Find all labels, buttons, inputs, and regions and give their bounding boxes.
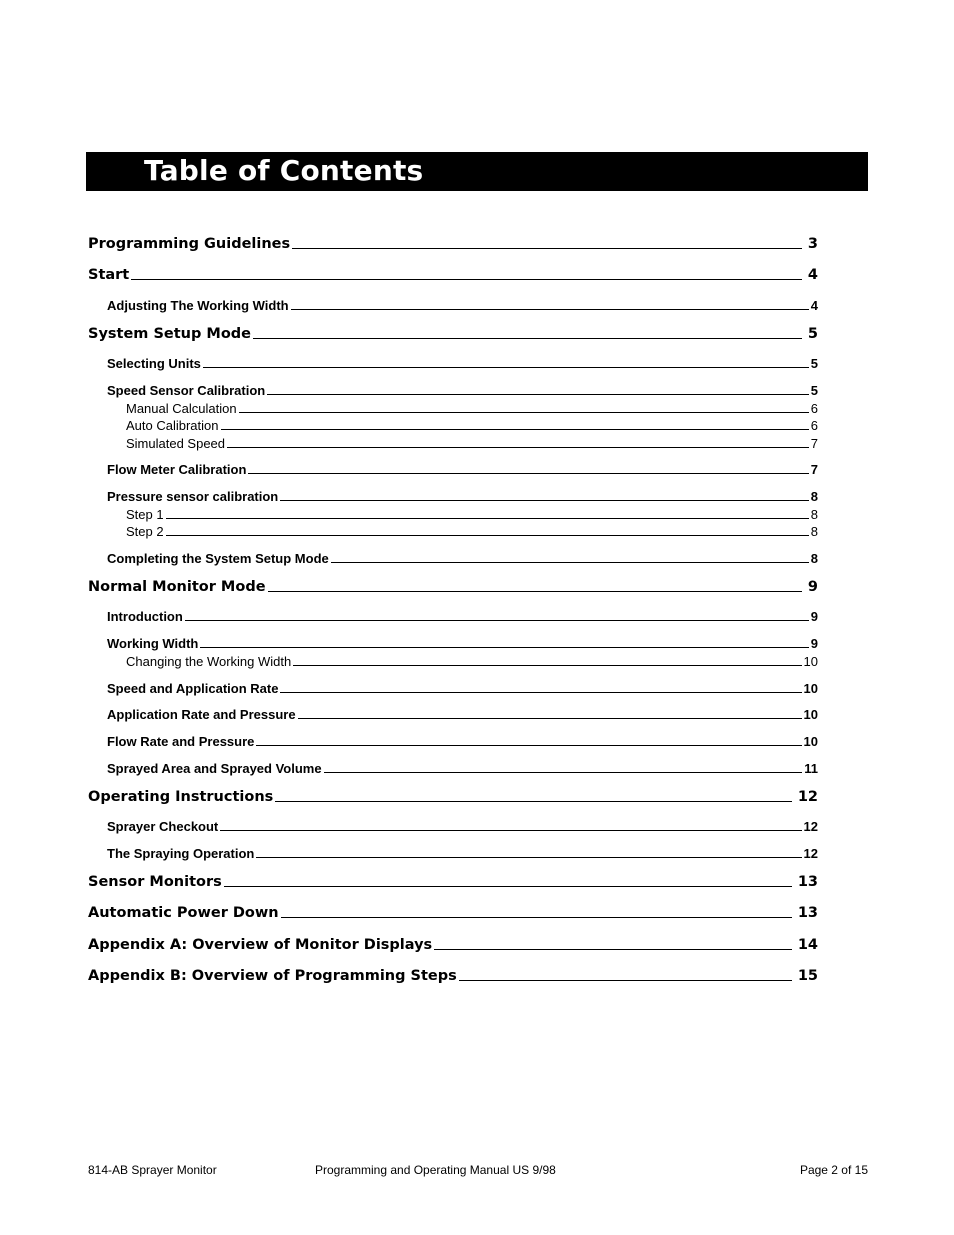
toc-entry-adjusting-working-width[interactable] <box>107 298 818 313</box>
toc-leader <box>256 857 801 858</box>
toc-entry-flow-meter-calibration[interactable] <box>107 462 818 477</box>
toc-page-number: 5 <box>810 383 818 398</box>
toc-page-number: 10 <box>803 654 818 669</box>
toc-page-number: 9 <box>807 579 818 595</box>
toc-leader <box>331 562 809 563</box>
toc-entry-completing-system-setup[interactable] <box>107 551 818 566</box>
toc-entry-sprayer-checkout[interactable] <box>107 819 818 834</box>
toc-label: Sprayed Area and Sprayed Volume <box>107 761 322 776</box>
toc-page-number: 8 <box>810 551 818 566</box>
footer-left: 814-AB Sprayer Monitor <box>88 1163 217 1177</box>
toc-page-number: 12 <box>797 789 818 805</box>
toc-label: Selecting Units <box>107 356 201 371</box>
toc-entry-speed-sensor-calibration[interactable] <box>107 383 818 398</box>
toc-page-number: 13 <box>797 905 818 921</box>
page-title: Table of Contents <box>144 154 424 187</box>
toc-entry-application-rate-pressure[interactable] <box>107 707 818 722</box>
toc-page-number: 9 <box>810 609 818 624</box>
toc-label: Auto Calibration <box>126 418 219 433</box>
toc-label: Application Rate and Pressure <box>107 707 296 722</box>
toc-label: Adjusting The Working Width <box>107 298 289 313</box>
toc-entry-programming-guidelines[interactable] <box>88 236 818 252</box>
toc-entry-normal-monitor-mode[interactable] <box>88 579 818 595</box>
toc-leader <box>280 500 809 501</box>
toc-label: Step 2 <box>126 524 164 539</box>
toc-entry-spraying-operation[interactable] <box>107 846 818 861</box>
toc-leader <box>459 980 792 981</box>
toc-label: Completing the System Setup Mode <box>107 551 329 566</box>
toc-leader <box>203 367 809 368</box>
footer-center: Programming and Operating Manual US 9/98 <box>315 1163 556 1177</box>
toc-label: Appendix A: Overview of Monitor Displays <box>88 937 433 953</box>
toc-leader <box>185 620 809 621</box>
toc-label: Automatic Power Down <box>88 905 279 921</box>
toc-leader <box>224 886 792 887</box>
toc-label: Speed Sensor Calibration <box>107 383 266 398</box>
toc-leader <box>166 518 809 519</box>
toc-page-number: 3 <box>807 236 818 252</box>
toc-page-number: 10 <box>803 681 818 696</box>
toc-leader <box>293 665 801 666</box>
toc-leader <box>253 338 802 339</box>
toc-leader <box>291 309 809 310</box>
toc-page-number: 5 <box>807 326 818 342</box>
toc-label: Operating Instructions <box>88 789 274 805</box>
toc-label: Manual Calculation <box>126 401 237 416</box>
toc-page-number: 6 <box>810 418 818 433</box>
toc-page-number: 7 <box>810 462 818 477</box>
toc-entry-appendix-a[interactable] <box>88 937 818 953</box>
toc-leader <box>239 412 809 413</box>
toc-leader <box>267 394 809 395</box>
toc-page-number: 14 <box>797 937 818 953</box>
toc-leader <box>280 692 801 693</box>
toc-leader <box>221 429 809 430</box>
toc-entry-sprayed-area-volume[interactable] <box>107 761 818 776</box>
toc-page-number: 11 <box>804 761 818 776</box>
toc-page-number: 7 <box>810 436 818 451</box>
toc-leader <box>292 248 802 249</box>
toc-label: The Spraying Operation <box>107 846 255 861</box>
toc-label: Speed and Application Rate <box>107 681 279 696</box>
toc-entry-working-width[interactable] <box>107 636 818 651</box>
toc-entry-pressure-sensor-calibration[interactable] <box>107 489 818 504</box>
toc-label: System Setup Mode <box>88 326 252 342</box>
toc-entry-introduction[interactable] <box>107 609 818 624</box>
toc-page-number: 12 <box>803 819 818 834</box>
title-bar <box>86 152 868 191</box>
toc-label: Changing the Working Width <box>126 654 292 669</box>
toc-label: Sensor Monitors <box>88 874 222 890</box>
toc-label: Introduction <box>107 609 183 624</box>
toc-leader <box>220 830 801 831</box>
toc-page-number: 4 <box>807 267 818 283</box>
toc-page-number: 10 <box>803 707 818 722</box>
toc-leader <box>298 718 802 719</box>
toc-entry-simulated-speed[interactable] <box>126 436 818 451</box>
toc-label: Flow Meter Calibration <box>107 462 247 477</box>
toc-page-number: 13 <box>797 874 818 890</box>
toc-label: Sprayer Checkout <box>107 819 219 834</box>
toc-label: Simulated Speed <box>126 436 226 451</box>
toc-label: Step 1 <box>126 507 164 522</box>
toc-page-number: 15 <box>797 968 818 984</box>
toc-entry-selecting-units[interactable] <box>107 356 818 371</box>
toc-page-number: 4 <box>810 298 818 313</box>
toc-page-number: 8 <box>810 524 818 539</box>
toc-page-number: 12 <box>803 846 818 861</box>
toc-entry-system-setup-mode[interactable] <box>88 326 818 342</box>
toc-leader <box>275 801 792 802</box>
toc-label: Normal Monitor Mode <box>88 579 266 595</box>
toc-leader <box>256 745 801 746</box>
toc-label: Flow Rate and Pressure <box>107 734 255 749</box>
toc-page-number: 5 <box>810 356 818 371</box>
toc-entry-start[interactable] <box>88 267 818 283</box>
toc-entry-flow-rate-pressure[interactable] <box>107 734 818 749</box>
toc-leader <box>131 279 802 280</box>
toc-page-number: 10 <box>803 734 818 749</box>
toc-label: Programming Guidelines <box>88 236 291 252</box>
toc-leader <box>200 647 808 648</box>
toc-label: Start <box>88 267 130 283</box>
toc-entry-step-2[interactable] <box>126 524 818 539</box>
toc-leader <box>268 591 802 592</box>
toc-entry-automatic-power-down[interactable] <box>88 905 818 921</box>
toc-label: Pressure sensor calibration <box>107 489 279 504</box>
toc-entry-step-1[interactable] <box>126 507 818 522</box>
toc-leader <box>434 949 792 950</box>
toc-page-number: 9 <box>810 636 818 651</box>
toc-entry-appendix-b[interactable] <box>88 968 818 984</box>
footer-page-number: Page 2 of 15 <box>799 1163 868 1177</box>
toc-entry-speed-application-rate[interactable] <box>107 681 818 696</box>
toc-entry-auto-calibration[interactable] <box>126 418 818 433</box>
toc-label: Working Width <box>107 636 199 651</box>
toc-page-number: 8 <box>810 489 818 504</box>
toc-page-number: 8 <box>810 507 818 522</box>
toc-leader <box>166 535 809 536</box>
toc-leader <box>324 772 803 773</box>
toc-entry-changing-working-width[interactable] <box>126 654 818 669</box>
toc-entry-sensor-monitors[interactable] <box>88 874 818 890</box>
toc-entry-manual-calculation[interactable] <box>126 401 818 416</box>
toc-label: Appendix B: Overview of Programming Steps <box>88 968 457 984</box>
toc-leader <box>281 917 792 918</box>
toc-entry-operating-instructions[interactable] <box>88 789 818 805</box>
toc-leader <box>227 447 809 448</box>
toc-leader <box>248 473 808 474</box>
toc-page-number: 6 <box>810 401 818 416</box>
